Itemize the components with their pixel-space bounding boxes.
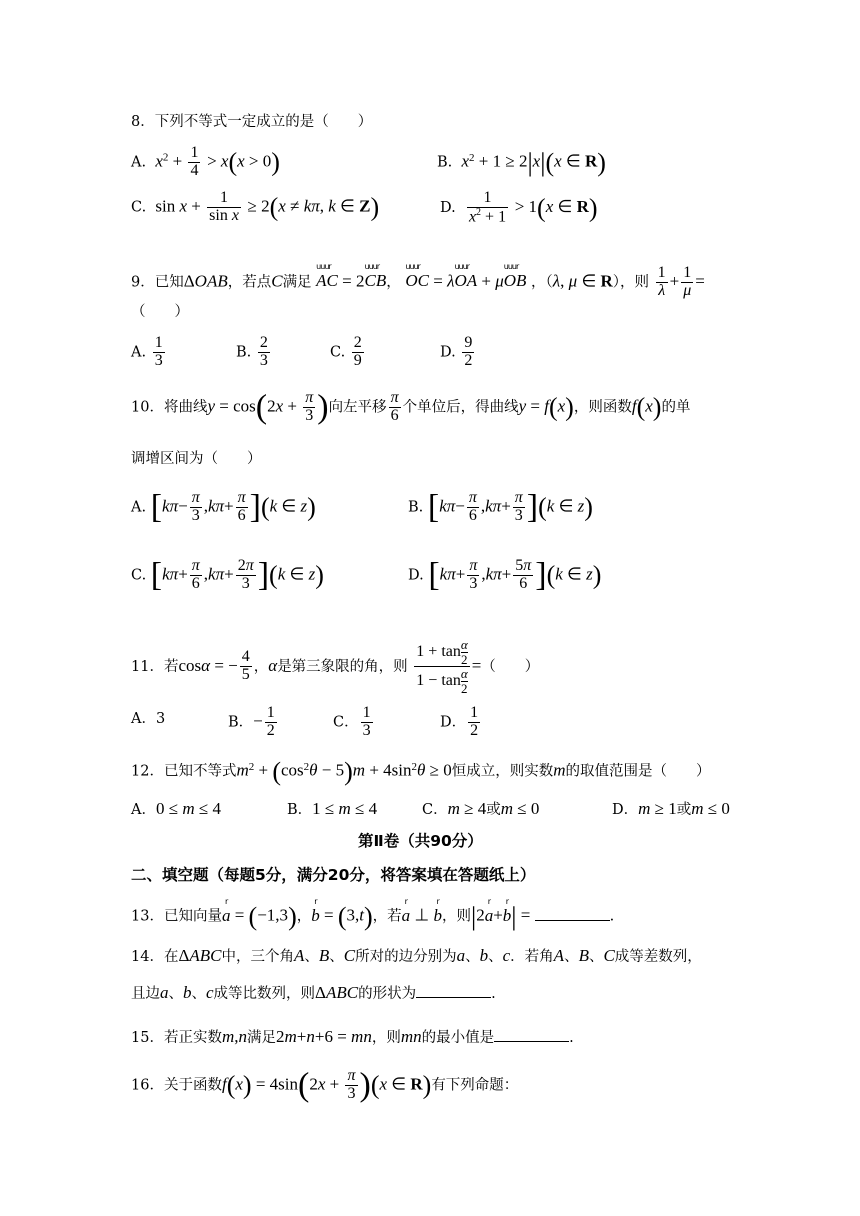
q9-option-d: D. $\frac{9}{2}$ — [440, 334, 473, 369]
q16-stem: 16．关于函数f(x) = 4sin(2x + $\frac{\pi}{3}$ )(x ∈ R)有下列命题： — [131, 1066, 519, 1104]
q10-stem-cont: 调增区间为（ ） — [131, 451, 262, 467]
q10-option-d: D. [kπ+ $\frac{\pi}{3}$ ,kπ+ $\frac{5\pi}{6}$ ](k ∈ z) — [408, 556, 602, 594]
q8-option-d: D. $\frac{1}{x^2 + 1}$ > 1(x ∈ R) — [440, 189, 598, 226]
q8-option-b: B. $x^2 + 1 \ge 2|x|(x$ ∈ R) — [437, 148, 606, 177]
q9-stem: 9．已知ΔOAB，若点C满足 uuur AC = 2uuur CB， uuur OC = λuuur OA + μuuur OB ，（λ, μ ∈ R），则 $\frac{1}{\lambda}$ + $\frac{1}{\mu}$ = — [131, 265, 705, 300]
q14-line2: 且边a、b、c成等比数列，则ΔABC的形状为 . — [131, 983, 496, 1002]
q15-stem: 15．若正实数m,n满足2m+n+6 = mn，则mn的最小值是 . — [131, 1027, 574, 1046]
answer-blank[interactable] — [416, 983, 491, 998]
q11-option-d: D． $\frac{1}{2}$ — [440, 704, 479, 739]
q13-stem: 13．已知向量r a = (−1,3)，r b = (3,t)，若r a ⊥ r b，则|2r a+r b| = . — [131, 905, 614, 928]
q12-stem: 12．已知不等式$m^2 + (\cos^2\theta - 5)m + 4\sin^2\theta \ge 0$恒成立，则实数m的取值范围是（ ） — [131, 757, 711, 786]
q11-option-b: B．− $\frac{1}{2}$ — [228, 704, 275, 739]
part2-title: 第Ⅱ卷（共90分） — [358, 832, 483, 850]
q9-paren: （ ） — [131, 304, 189, 320]
q10-option-a: A. [kπ− $\frac{\pi}{3}$ ,kπ+ $\frac{\pi}{6}$ ](k ∈ z) — [131, 488, 316, 526]
q12-option-d: D．m ≥ 1或m ≤ 0 — [612, 799, 730, 818]
q10-stem: 10．将曲线y = cos(2x + $\frac{\pi}{3}$ )向左平移 $\frac{\pi}{6}$ 个单位后，得曲线y = f(x)，则函数f(x)的单 — [131, 388, 691, 426]
q10-option-b: B. [kπ− $\frac{\pi}{6}$ ,kπ+ $\frac{\pi}{3}$ ](k ∈ z) — [408, 488, 593, 526]
q12-option-c: C．m ≥ 4或m ≤ 0 — [422, 799, 540, 818]
section2-title: 二、填空题（每题5分，满分20分，将答案填在答题纸上） — [131, 866, 536, 884]
q8-stem: 8．下列不等式一定成立的是（ ） — [131, 114, 373, 130]
q9-option-c: C. $\frac{2}{9}$ — [330, 334, 362, 369]
answer-blank[interactable] — [535, 906, 610, 921]
answer-blank[interactable] — [494, 1027, 569, 1042]
q11-stem: 11．若cosα = − $\frac{4}{5}$ ，α是第三象限的角，则 1 + tan $\frac{\alpha}{2}$ 1 − tan $\frac{\alpha}{2}$ =（ ） — [131, 637, 540, 696]
q11-option-c: C． $\frac{1}{3}$ — [333, 704, 371, 739]
q8-option-a: A. $x^2$ + $\frac{1}{4}$ > x(x > 0) — [131, 144, 280, 179]
q12-option-b: B．1 ≤ m ≤ 4 — [287, 799, 378, 818]
q11-option-a: A．3 — [131, 711, 166, 727]
q14-line1: 14．在ΔABC中，三个角A、B、C所对的边分别为a、b、c．若角A、B、C成等差数列， — [131, 946, 702, 965]
q10-option-c: C. [kπ+ $\frac{\pi}{6}$ ,kπ+ $\frac{2\pi}{3}$ ](k ∈ z) — [131, 556, 324, 594]
q9-option-b: B. $\frac{2}{3}$ — [236, 334, 268, 369]
q12-option-a: A．0 ≤ m ≤ 4 — [131, 799, 221, 818]
q8-option-c: C. sin x + $\frac{1}{\text{sin x}}$ ≥ 2(x ≠ kπ, k ∈ Z) — [131, 189, 380, 224]
q9-option-a: A. $\frac{1}{3}$ — [131, 334, 163, 369]
